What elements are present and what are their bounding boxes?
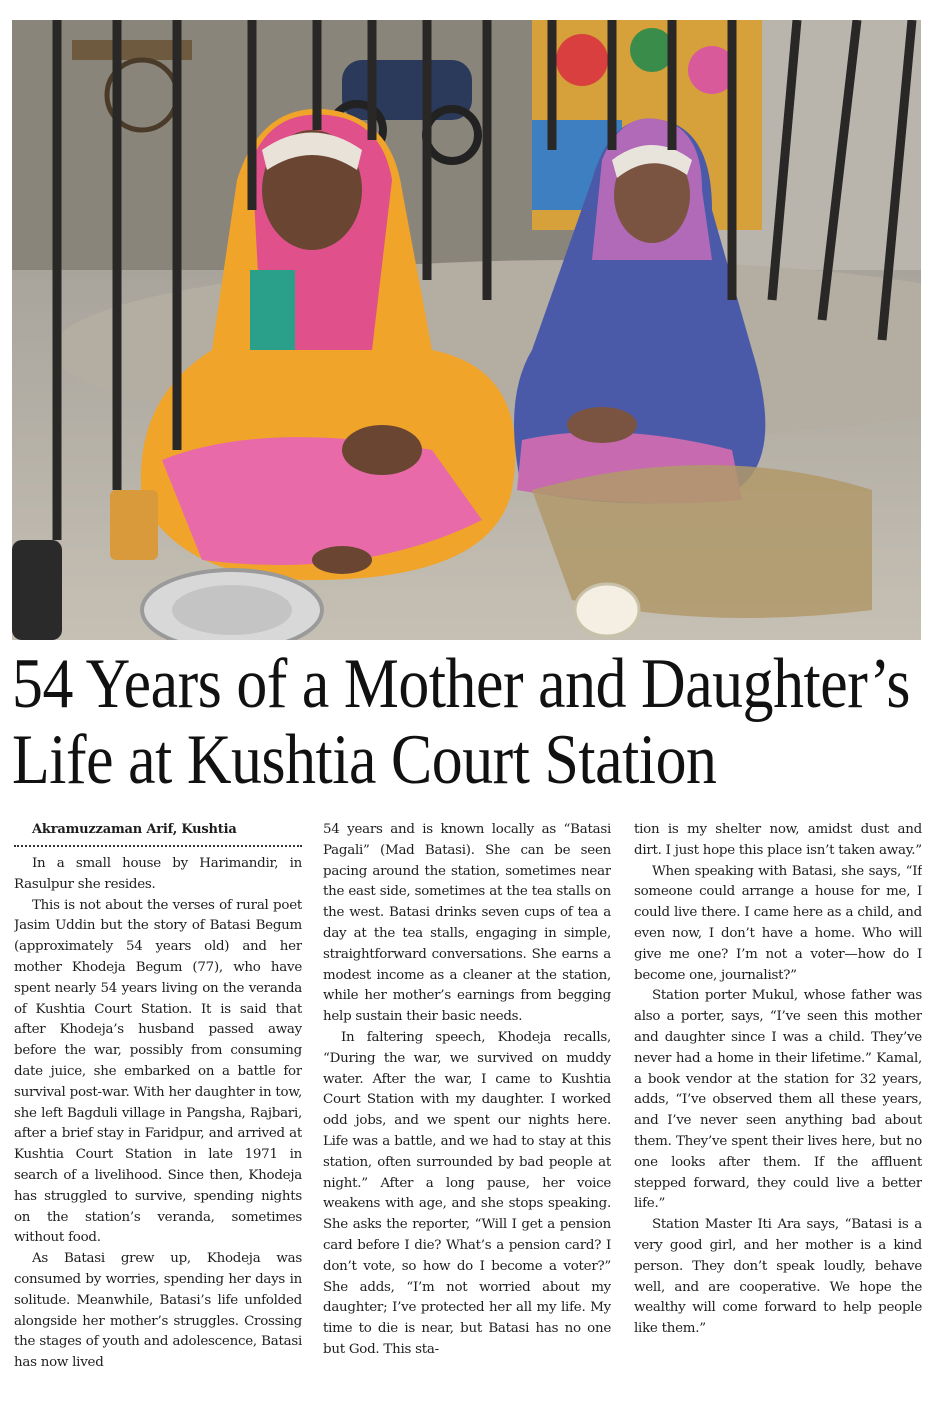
paragraph: When speaking with Batasi, she says, “If someone could arrange a house for me, I could live there. I came here as a child, and even now, I don’t have a home. Who will give me one? I’m not a voter—how do I become one, journalist?” [634, 863, 922, 983]
byline-divider [14, 845, 302, 847]
paragraph: In faltering speech, Khodeja recalls, “During the war, we survived on muddy water. After the war, I came to Kushtia Court Station with my daughter. I worked odd jobs, and we spent our nights here. Life was a battle, and we had to stay at this station, often surrounded by bad people at night.” After a long pause, her voice weakens with age, and she stops speaking. She asks the reporter, “Will I get a pension card before I die? What’s a pension card? I don’t vote, so how do I become a voter?” She adds, “I’m not worried about my daughter; I’ve protected her all my life. My time to die is near, but Batasi has no one but God. This sta- [323, 1029, 611, 1357]
byline: Akramuzzaman Arif, Kushtia [32, 822, 237, 837]
article-photo [12, 20, 921, 640]
paragraph: This is not about the verses of rural poet Jasim Uddin but the story of Batasi Begum (approximately 54 years old) and her mother Khodeja Begum (77), who have spent nearly 54 years living on the veranda of Kushtia Court Station. It is said that after Khodeja’s husband passed away before the war, possibly from consuming date juice, she embarked on a battle for survival post-war. With her daughter in tow, she left Bagduli village in Pangsha, Rajbari, after a brief stay in Faridpur, and arrived at Kushtia Court Station in late 1971 in search of a livelihood. Since then, Khodeja has struggled to survive, spending nights on the station’s veranda, sometimes without food. [14, 897, 302, 1246]
paragraph: tion is my shelter now, amidst dust and dirt. I just hope this place isn’t taken away.” [634, 822, 922, 858]
article-column-3 [634, 820, 922, 1420]
paragraph: As Batasi grew up, Khodeja was consumed by worries, spending her days in solitude. Meanwhile, Batasi’s life unfolded alongside her mother’s struggles. Crossing the stages of youth and adolescence, Batasi has now lived [14, 1251, 302, 1371]
photo-illustration [12, 20, 921, 640]
article-column-1 [14, 820, 302, 1420]
paragraph: In a small house by Harimandir, in Rasulpur she resides. [14, 856, 302, 892]
paragraph: Station porter Mukul, whose father was also a porter, says, “I’ve seen this mother and daughter since I was a child. They’ve never had a home in their lifetime.” Kamal, a book vendor at the station for 32 years, adds, “I’ve observed them all these years, and I’ve never seen anything bad about them. They’ve spent their lives here, but no one looks after them. If the affluent stepped forward, they could live a better life.” [634, 988, 922, 1212]
article-column-2 [323, 820, 611, 1420]
paragraph: 54 years and is known locally as “Batasi Pagali” (Mad Batasi). She can be seen pacing around the station, sometimes near the east side, sometimes at the tea stalls on the west. Batasi drinks seven cups of tea a day at the tea stalls, engaging in simple, straightforward conversations. She earns a modest income as a cleaner at the station, while her mother’s earnings from begging help sustain their basic needs. [323, 822, 611, 1025]
headline-line-1: 54 Years of a Mother and Daughter’s [12, 645, 911, 723]
article-headline [12, 645, 911, 799]
headline-line-2: Life at Kushtia Court Station [12, 721, 717, 799]
paragraph: Station Master Iti Ara says, “Batasi is a very good girl, and her mother is a kind person. They don’t speak loudly, behave well, and are cooperative. We hope the wealthy will come forward to help people like them.” [634, 1217, 922, 1337]
